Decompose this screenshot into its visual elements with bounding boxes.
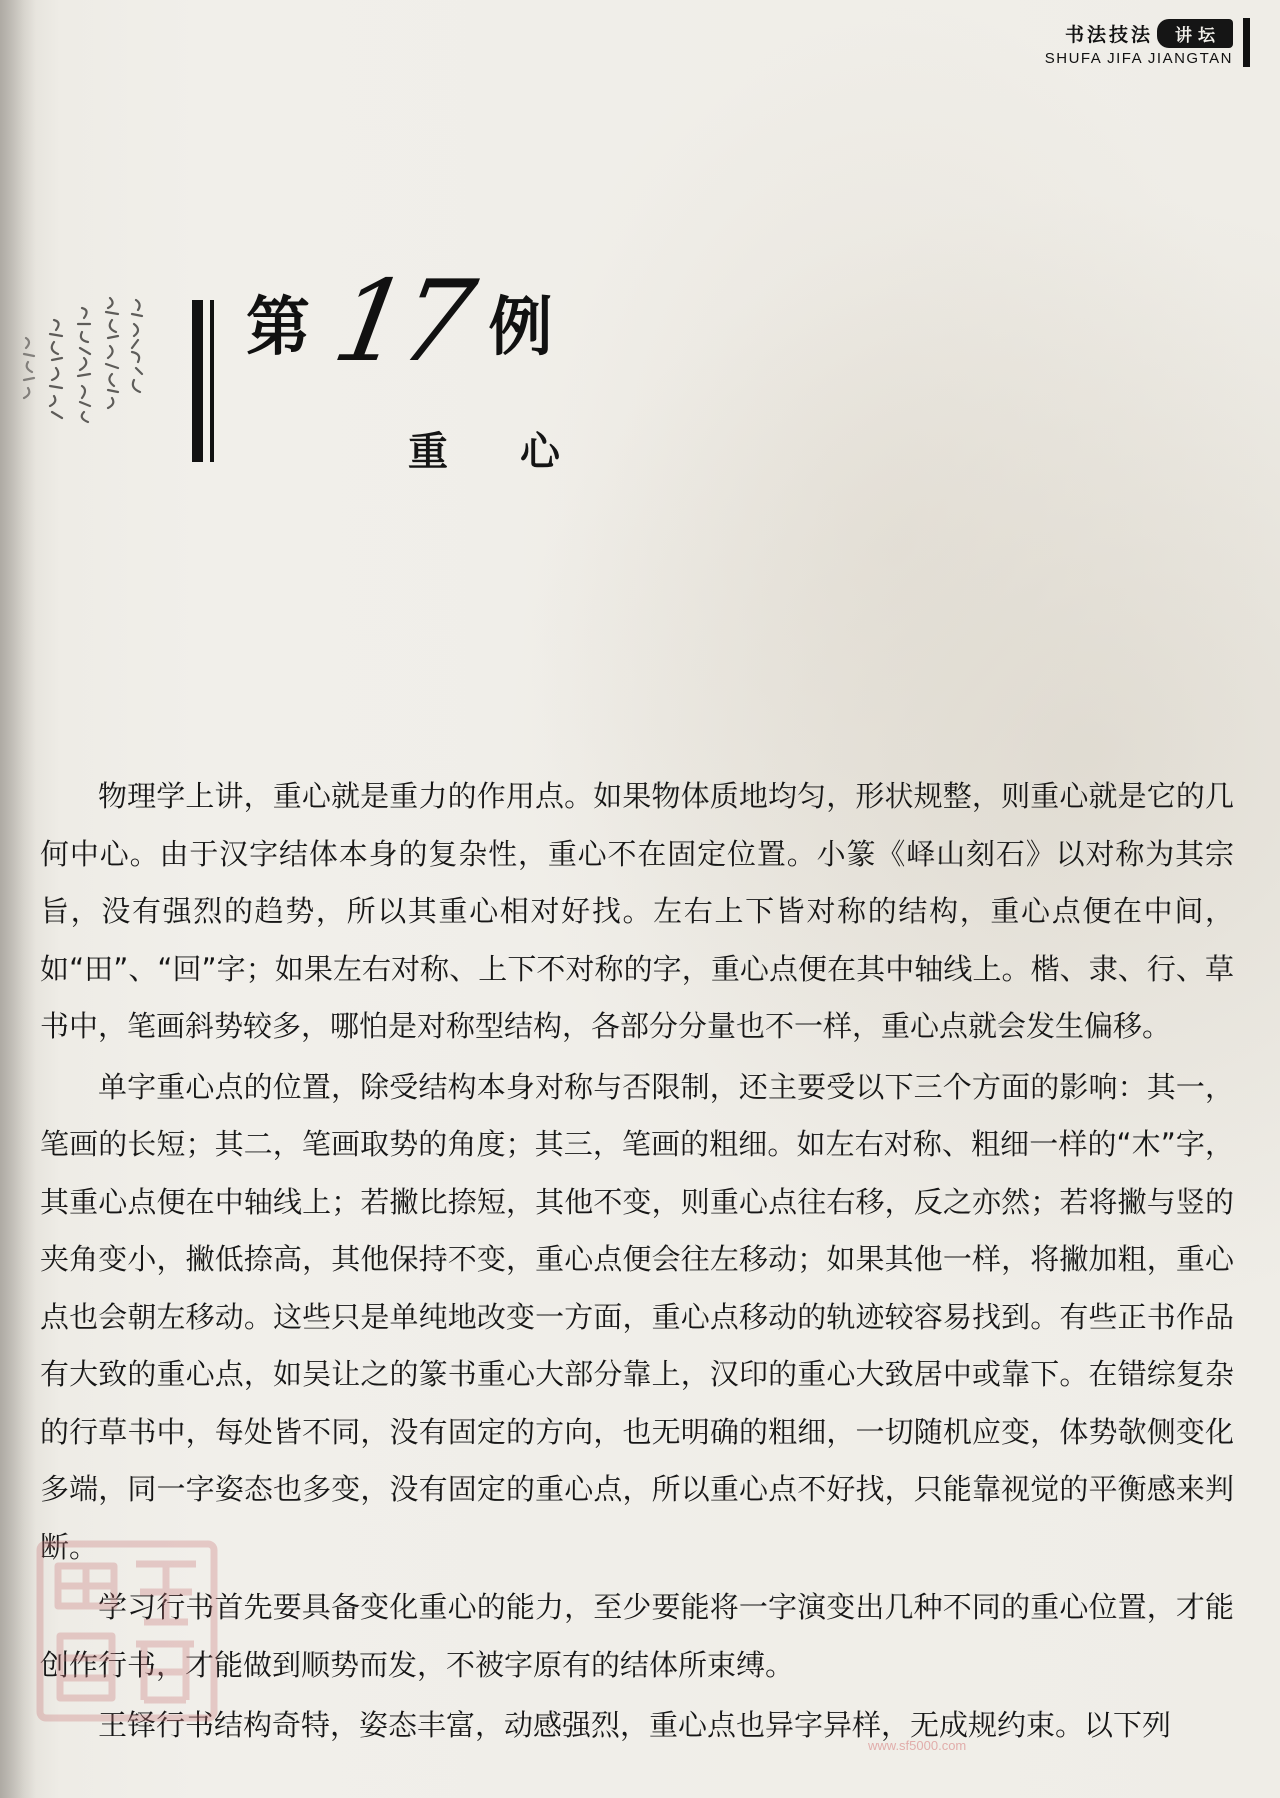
chapter-suffix: 例 (488, 291, 553, 365)
heading-bar-thick (192, 300, 203, 462)
calligraphy-strokes (8, 294, 158, 464)
paragraph: 王铎行书结构奇特，姿态丰富，动感强烈，重心点也异字异样，无成规约束。以下列 (98, 1708, 1172, 1742)
chapter-title (246, 257, 553, 387)
running-header-tag: 讲坛 (1157, 19, 1233, 48)
heading-bar-thin (210, 300, 214, 462)
calligraphy-inscription (8, 294, 158, 464)
running-header-bar (1243, 18, 1250, 67)
paragraph: 学习行书首先要具备变化重心的能力，至少要能将一字演变出几种不同的重心位置，才能创作行书，才能做到顺势而发，不被字原有的结体所束缚。 (40, 1590, 1234, 1682)
seal-mark (32, 1536, 222, 1726)
running-header (1045, 18, 1250, 67)
running-header-text (1045, 18, 1233, 67)
paragraph: 单字重心点的位置，除受结构本身对称与否限制，还主要受以下三个方面的影响：其一，笔画的长短；其二，笔画取势的角度；其三，笔画的粗细。如左右对称、粗细一样的“木”字，其重心点便在中轴线上；若撇比捺短，其他不变，则重心点往右移，反之亦然；若将撇与竖的夹角变小，撇低捺高，其他保持不变，重心点便会往左移动；如果其他一样，将撇加粗，重心点也会朝左移动。这些只是单纯地改变一方面，重心点移动的轨迹较容易找到。有些正书作品有大致的重心点，如吴让之的篆书重心大部分靠上，汉印的重心大致居中或靠下。在错综复杂的行草书中，每处皆不同，没有固定的方向，也无明确的粗细，一切随机应变，体势欹侧变化多端，同一字姿态也多变，没有固定的重心点，所以重心点不好找，只能靠视觉的平衡感来判断。 (40, 1069, 1234, 1564)
running-header-english: SHUFA JIFA JIANGTAN (1044, 50, 1233, 67)
chapter-prefix: 第 (246, 291, 310, 365)
chapter-subtitle: 重心 (408, 429, 632, 475)
watermark-text: www.sf5000.com (868, 1738, 967, 1753)
chapter-heading-bars (192, 300, 214, 462)
seal-stamp (32, 1536, 222, 1726)
chapter-number: 17 (324, 257, 478, 387)
running-header-title: 书法技法 (1064, 23, 1153, 46)
paragraph: 物理学上讲，重心就是重力的作用点。如果物体质地均匀，形状规整，则重心就是它的几何中心。由于汉字结体本身的复杂性，重心不在固定位置。小篆《峄山刻石》以对称为其宗旨，没有强烈的趋势，所以其重心相对好找。左右上下皆对称的结构，重心点便在中间，如“田”、“回”字；如果左右对称、上下不对称的字，重心点便在其中轴线上。楷、隶、行、草书中，笔画斜势较多，哪怕是对称型结构，各部分分量也不一样，重心点就会发生偏移。 (40, 779, 1234, 1043)
page-binding-shadow (0, 0, 36, 1798)
running-header-cn (1065, 18, 1233, 48)
